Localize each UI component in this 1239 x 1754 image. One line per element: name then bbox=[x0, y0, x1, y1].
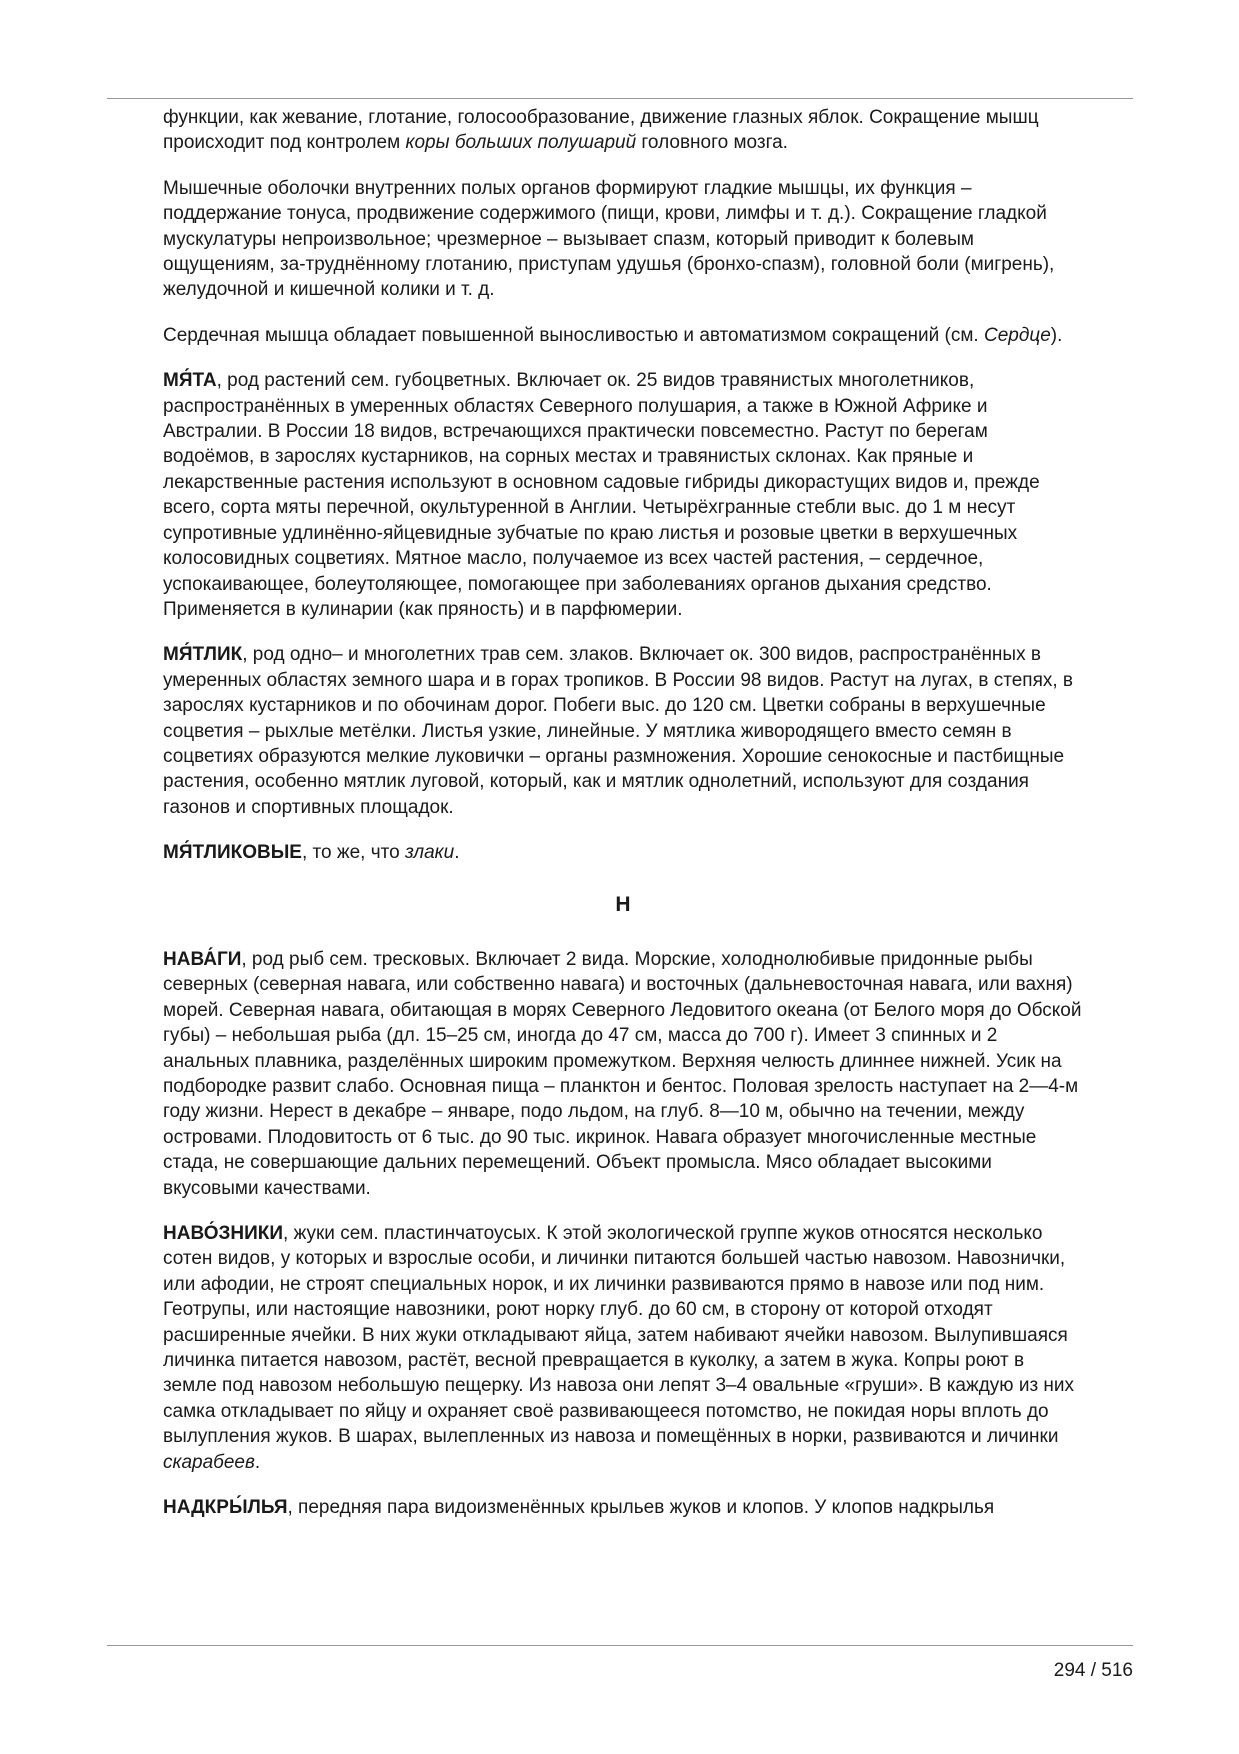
section-letter: Н bbox=[615, 892, 631, 916]
entry-text: , то же, что bbox=[301, 842, 405, 864]
header-rule bbox=[107, 98, 1133, 99]
entry-heading: МЯ́ТЛИК bbox=[163, 644, 243, 666]
entry-text: , передняя пара видоизменённых крыльев жуков и клопов. У клопов надкрылья bbox=[287, 1497, 995, 1519]
entry-text: , род рыб сем. тресковых. Включает 2 вида. Морские, холоднолюбивые придонные рыбы северных (северная навага, или собственно навага) и восточных (дальневосточная навага, или вахня) морей. Северная навага, обитающая в морях Северного Ледовитого океана (от Белого моря до Обской губы) – небольшая рыба (дл. 15–25 см, иногда до 47 см, масса до 700 г). Имеет 3 спинных и 2 анальных плавника, разделённых широким промежутком. Верхняя челюсть длиннее нижней. Усик на подбородке развит слабо. Основная пища – планктон и бентос. Половая зрелость наступает на 2—4-м году жизни. Нерест в декабре – январе, подо льдом, на глуб. 8—10 м, обычно на течении, между островами. Плодовитость от 6 тыс. до 90 тыс. икринок. Навага образует многочисленные местные стада, не совершающие дальних перемещений. Объект промысла. Мясо обладает высокими вкусовыми качествами. bbox=[163, 948, 1082, 1199]
entry-myatlik bbox=[163, 642, 1083, 820]
page-number: 294 / 516 bbox=[1053, 1660, 1133, 1681]
entry-text: , род одно– и многолетних трав сем. злаков. Включает ок. 300 видов, распространённых в умеренных областях земного шара и в горах тропиков. В России 98 видов. Растут на лугах, в степях, в зарослях кустарников и по обочинам дорог. Побеги выс. до 120 см. Цветки собраны в верхушечные соцветия – рыхлые метёлки. Листья узкие, линейные. У мятлика живородящего вместо семян в соцветиях образуются мелкие луковички – органы размножения. Хорошие сенокосные и пастбищные растения, особенно мятлик луговой, который, как и мятлик однолетний, используют для создания газонов и спортивных площадок. bbox=[163, 644, 1074, 818]
entry-heading: НАВО́ЗНИКИ bbox=[163, 1223, 284, 1245]
entry-heading: НАДКРЫ́ЛЬЯ bbox=[163, 1497, 288, 1519]
entry-myata bbox=[163, 368, 1083, 622]
entry-text: , род растений сем. губоцветных. Включает ок. 25 видов травянистых многолетников, распространённых в умеренных областях Северного полушария, а также в Южной Африке и Австралии. В России 18 видов, встречающихся практически повсеместно. Растут по берегам водоёмов, в зарослях кустарников, на сорных местах и травянистых склонах. Как пряные и лекарственные растения используют в основном садовые гибриды дикорастущих видов и, прежде всего, сорта мяты перечной, окультуренной в Англии. Четырёхгранные стебли выс. до 1 м несут супротивные удлинённо-яйцевидные зубчатые по краю листья и розовые цветки в верхушечных колосовидных соцветиях. Мятное масло, получаемое из всех частей растения, – сердечное, успокаивающее, болеутоляющее, помогающее при заболеваниях органов дыхания средство. Применяется в кулинарии (как пряность) и в парфюмерии. bbox=[163, 370, 1040, 620]
cross-reference-link[interactable]: скарабеев bbox=[163, 1451, 255, 1473]
entry-text: . bbox=[454, 842, 460, 864]
paragraph-heart-muscle bbox=[163, 323, 1083, 348]
entry-text: , жуки сем. пластинчатоусых. К этой экологической группе жуков относятся несколько сотен видов, у которых и взрослые особи, и личинки питаются большей частью навозом. Навознички, или афодии, не строят специальных норок, и их личинки развиваются прямо в навозе или под ним. Геотрупы, или настоящие навозники, роют норку глуб. до 60 см, в сторону от которой отходят расширенные ячейки. В них жуки откладывают яйца, затем набивают ячейки навозом. Вылупившаяся личинка питается навозом, растёт, весной превращается в куколку, а затем в жука. Копры роют в земле под навозом небольшую пещерку. Из навоза они лепят 3–4 овальные «груши». В каждую из них самка откладывает по яйцу и охраняет своё развивающееся потомство, не покидая норы вплоть до вылупления жуков. В шарах, вылепленных из навоза и помещённых в норки, развиваются и личинки bbox=[163, 1223, 1075, 1448]
page-content bbox=[163, 105, 1083, 1541]
entry-nadkrylya bbox=[163, 1495, 1083, 1520]
paragraph-muscle-end bbox=[163, 105, 1083, 156]
entry-myatlikovye bbox=[163, 840, 1083, 865]
text-run: головного мозга. bbox=[636, 132, 788, 154]
text-run: ). bbox=[1050, 324, 1063, 346]
cross-reference-link[interactable]: коры больших полушарий bbox=[405, 132, 637, 154]
entry-heading: МЯ́ТЛИКОВЫЕ bbox=[163, 842, 302, 864]
entry-navozniki bbox=[163, 1221, 1083, 1475]
cross-reference-link[interactable]: Сердце bbox=[983, 324, 1051, 346]
paragraph-smooth-muscle: Мышечные оболочки внутренних полых органов формируют гладкие мышцы, их функция – поддержание тонуса, продвижение содержимого (пищи, крови, лимфы и т. д.). Сокращение гладкой мускулатуры непроизвольное; чрезмерное – вызывает спазм, который приводит к болевым ощущениям, за-труднённому глотанию, приступам удушья (бронхо-спазм), головной боли (мигрень), желудочной и кишечной колики и т. д. bbox=[163, 177, 1055, 301]
entry-navagi bbox=[163, 947, 1083, 1201]
cross-reference-link[interactable]: злаки bbox=[404, 842, 455, 864]
text-run: функции, как жевание, глотание, голосообразование, движение глазных яблок. Сокращение мышц происходит под контролем bbox=[163, 107, 1039, 154]
text-run: Сердечная мышца обладает повышенной выносливостью и автоматизмом сокращений (см. bbox=[163, 324, 984, 346]
entry-text: . bbox=[254, 1451, 261, 1473]
entry-heading: МЯ́ТА bbox=[163, 370, 217, 392]
footer-rule bbox=[107, 1645, 1133, 1646]
entry-heading: НАВА́ГИ bbox=[163, 948, 242, 970]
